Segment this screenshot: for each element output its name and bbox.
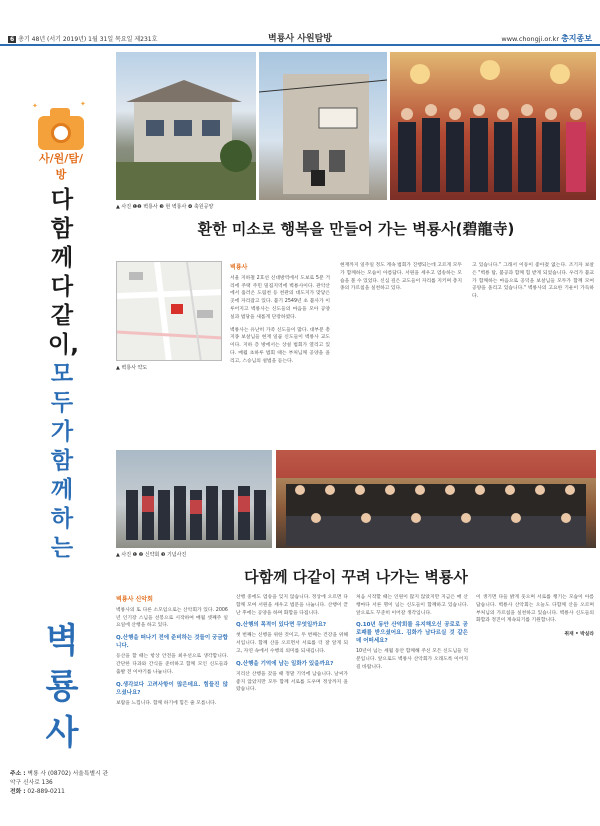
article1-subhead: 벽룡사 (230, 264, 248, 271)
issue-info (8, 34, 157, 43)
camera-icon: ✦ ✦ (36, 96, 86, 156)
answer-1: 등산을 할 때는 항상 안전을 최우선으로 생각합니다. 간단한 다과와 간식을 준비하고 함께 모인 신도들과 출발 전 이야기를 나눕니다. (116, 654, 228, 675)
article1-col1 (230, 262, 330, 434)
article1-col1-text: 서울 지하철 2호선 신대방역에서 도보로 5분 거리에 주택 주민 밀집지역에 벽룡사이다. 관악산에서 흘러온 도림천 등 천관의 대도지가 맞닿은 곳에 자리잡고 있다. 불기 2549년 초 불사가 이루어지고 벽룡사는 신도들의 마음을 모아 공양실과 법당을 새롭게 단장하였다. (230, 275, 330, 320)
map-caption: ▲ 벽룡사 약도 (116, 365, 148, 371)
article2-col2-text: 산행 중에도 염송을 잊지 않습니다. 정상에 오르면 다함께 모여 서원을 세우고 법문을 나눕니다. 산행이 끝난 후에는 공양을 하며 화합을 다집니다. (236, 595, 348, 616)
answer-3: 첫 번째는 신행을 위한 것이고, 두 번째는 건강을 위해서입니다. 함께 산을 오르면서 서로를 더 잘 알게 되고, 자연 속에서 수행의 의미를 되새깁니다. (236, 633, 348, 654)
address-label: 주소 : (10, 771, 26, 777)
answer-5: 10년이 넘는 세월 동안 함께해 주신 모든 신도님들 덕분입니다. 앞으로도 벽룡사 산악회가 오래도록 이어지길 바랍니다. (356, 649, 468, 670)
answer-4: 지리산 산행을 갔을 때 정말 기억에 남습니다. 날씨가 좋지 않았지만 모두 함께 서로를 도우며 정상까지 올랐습니다. (236, 671, 348, 693)
article2-col1 (116, 594, 228, 820)
page-number: 6 (10, 36, 15, 43)
article2-intro: 벽룡사의 또 다른 소모임으로는 산악회가 있다. 2006년 인기장 스님을 선봉으로 시작하여 매월 셋째주 일요일에 산행을 하고 있다. (116, 607, 228, 629)
article2-col2 (236, 594, 348, 820)
question-2: Q.생각보다 고려사항이 많은데요. 힘들진 않으셨나요? (116, 681, 228, 696)
photo-indoor-group (276, 450, 596, 548)
photo-temple-exterior (116, 52, 256, 200)
article1-col3-text: 현재까지 일주일 정도 계속 법회가 진행되는데 고르게 모두가 함께하는 모습이 아름답다. 서원을 세우고 염송하는 모습을 볼 수 있었다. 신심 깊은 교도들이 자리를 지키며 총지종의 가르침을 실천하고 있다. (340, 263, 462, 292)
section-tag: 사/원/탐/방 (39, 152, 83, 181)
photo-group-monks (390, 52, 596, 200)
article2-col4-text: 이 생기면 다들 밝게 웃으며 서로를 챙기는 모습이 아름답습니다. 벽룡사 산악회는 오늘도 다함께 산을 오르며 부처님의 가르침을 실천하고 있습니다. 벽룡사 신도들의 화합과 정진이 계속되기를 기원합니다. (476, 595, 594, 624)
question-4: Q.산행을 기억에 남는 일화가 있을까요? (236, 660, 334, 667)
tagline-part1: 다함께 다같이, (48, 187, 79, 358)
sidebar (0, 48, 112, 826)
tagline-part2: 모두가 함께하는 (50, 361, 74, 561)
bottom-photo-caption: ▲ 사진 ❶ ❷ 신약회 ❸ 기념사진 (116, 552, 187, 558)
phone-label: 전화 : (10, 789, 26, 795)
article2-headline: 다함께 다같이 꾸려 나가는 벽룡사 (244, 568, 468, 586)
temple-map (116, 261, 222, 361)
vertical-tagline (48, 186, 79, 563)
page-header (0, 0, 600, 46)
question-1: Q.산행을 떠나기 전에 준비하는 것들이 궁금합니다. (116, 635, 228, 650)
section-title: 벽룡사 사원탐방 (268, 34, 332, 44)
answer-2: 보람을 느낍니다. 함께 하기에 힘든 줄 모릅니다. (116, 700, 217, 706)
article2-col4 (476, 594, 594, 820)
question-3: Q.산행의 목적이 있다면 무엇일까요? (236, 622, 327, 629)
site-url[interactable]: www.chongji.or.kr (501, 35, 559, 43)
paper-name: 총지종보 (561, 34, 592, 43)
photo-hiking-group (116, 450, 272, 548)
article1-col4-text: 고 있습니다." 그래서 이동이 좋아졌 없는다. 조기자 보살은 "벽룡 탑, 불공과 함께 힘 받게 되었습니다. 우리가 불교가 함께하는 마음으로 공덕을 보살님들 모두가 함께 모여 공양을 올리고 있습니다." 벽룡사의 고요한 기운이 가득하다. (472, 263, 594, 300)
address-text: 벽룡 사 (08702) 서울특별시 관악구 신사로 136 (10, 771, 109, 786)
photo-temple-sign (259, 52, 387, 200)
article2-col3 (356, 594, 468, 820)
article1-headline: 환한 미소로 행복을 만들어 가는 벽룡사(碧龍寺) (197, 220, 515, 238)
byline: 취재 • 박실라 (564, 632, 594, 638)
top-photo-caption: ▲ 사진 ❶❷ 벽룡사 ❸ 현 벽룡사 ❹ 축원공양 (116, 204, 214, 210)
article1-col3 (472, 262, 594, 434)
masthead-right (501, 33, 592, 44)
question-5: Q.10년 동안 산악회를 유지해오신 공로로 공로패를 받으셨어요. 김화가 남다르실 것 같은데 어떠세요? (356, 622, 468, 645)
issue-text: 총기 48년 (서기 2019년) 1월 31일 목요일 제231호 (18, 36, 158, 43)
article2-col3-text: 처음 시작할 때는 인원이 많지 않았지만 지금은 매 산행마다 서른 명이 넘는 신도들이 함께하고 있습니다. 앞으로도 꾸준히 이어갈 생각입니다. (356, 595, 468, 616)
temple-info (10, 770, 110, 797)
phone-text: 02-889-0211 (27, 789, 65, 795)
article1-col2-text: 벽룡사는 유난히 가족 신도들이 많다. 대부분 총지종 보살님들 현재 일곱 신도들이 벽룡사 교도이다. 지하 층 방에서는 상설 법회가 열리고 있다. 매월 초하루 법회 때는 부처님께 공양을 올리고, 스승님의 설법을 듣는다. (230, 327, 330, 364)
article1-col2 (340, 262, 462, 434)
temple-name: 벽룡사 (45, 621, 79, 753)
article2-subhead: 벽룡사 신악회 (116, 596, 153, 603)
